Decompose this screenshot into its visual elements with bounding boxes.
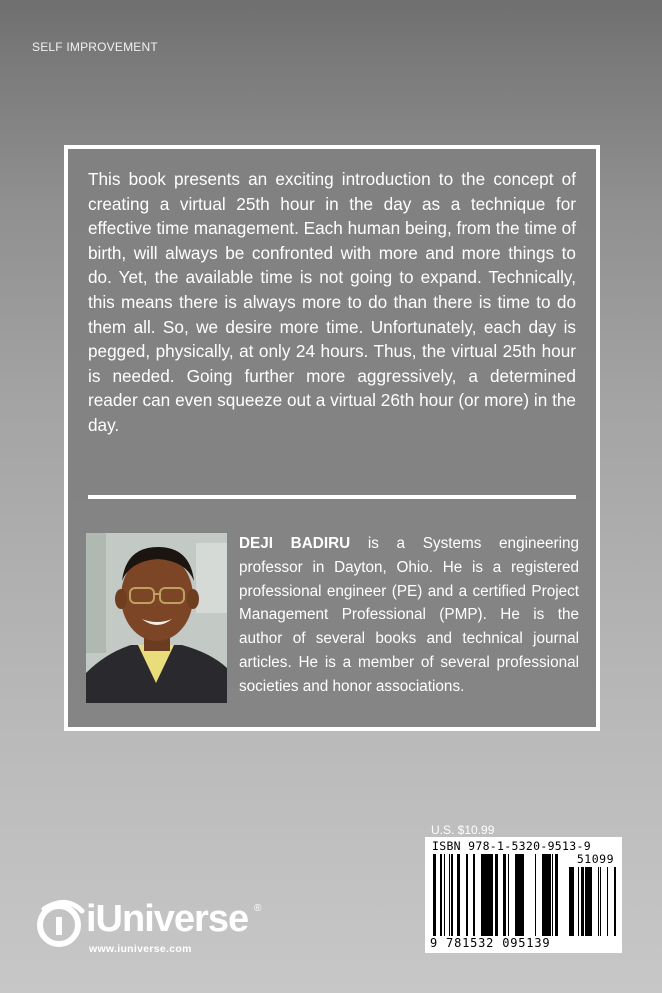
author-portrait-icon <box>86 533 227 703</box>
barcode-bars-icon <box>433 854 559 936</box>
author-bio-text: is a Systems engineering professor in Dayton, Ohio. He is a registered professional engineer (PE) and a certified Project Management Professional (PMP). He is the author of several books and technical journal articles. He is a member of several professional societies and honor associations. <box>239 535 579 695</box>
isbn-barcode <box>425 837 622 953</box>
isbn-text: ISBN 978-1-5320-9513-9 <box>432 839 591 853</box>
price-label: U.S. $10.99 <box>431 823 495 837</box>
addon-barcode-bars-icon <box>562 867 616 936</box>
price-code: 51099 <box>576 852 614 866</box>
author-bio <box>239 532 579 699</box>
divider <box>88 495 576 499</box>
iuniverse-swoosh-icon <box>36 899 86 949</box>
trademark-symbol: ® <box>254 903 262 914</box>
category-label: SELF IMPROVEMENT <box>32 40 158 54</box>
publisher-url: www.iuniverse.com <box>89 943 192 955</box>
publisher-name: iUniverse <box>86 898 249 940</box>
book-description: This book presents an exciting introduction to the concept of creating a virtual 25th hour in the day as a technique for effective time management. Each human being, from the time of birth, will always be confronted with more and more things to do. Yet, the available time is not going to expand. Technically, this means there is always more to do than there is time to do them all. So, we desire more time. Unfortunately, each day is pegged, physically, at only 24 hours. Thus, the virtual 25th hour is needed. Going further more aggressively, a determined reader can even squeeze out a virtual 26th hour (or more) in the day. <box>88 169 576 435</box>
author-photo <box>86 533 227 703</box>
description-panel <box>64 145 600 731</box>
publisher-logo <box>36 895 276 965</box>
ean-digits: 9 781532 095139 <box>430 936 551 950</box>
author-name: DEJI BADIRU <box>239 535 351 552</box>
